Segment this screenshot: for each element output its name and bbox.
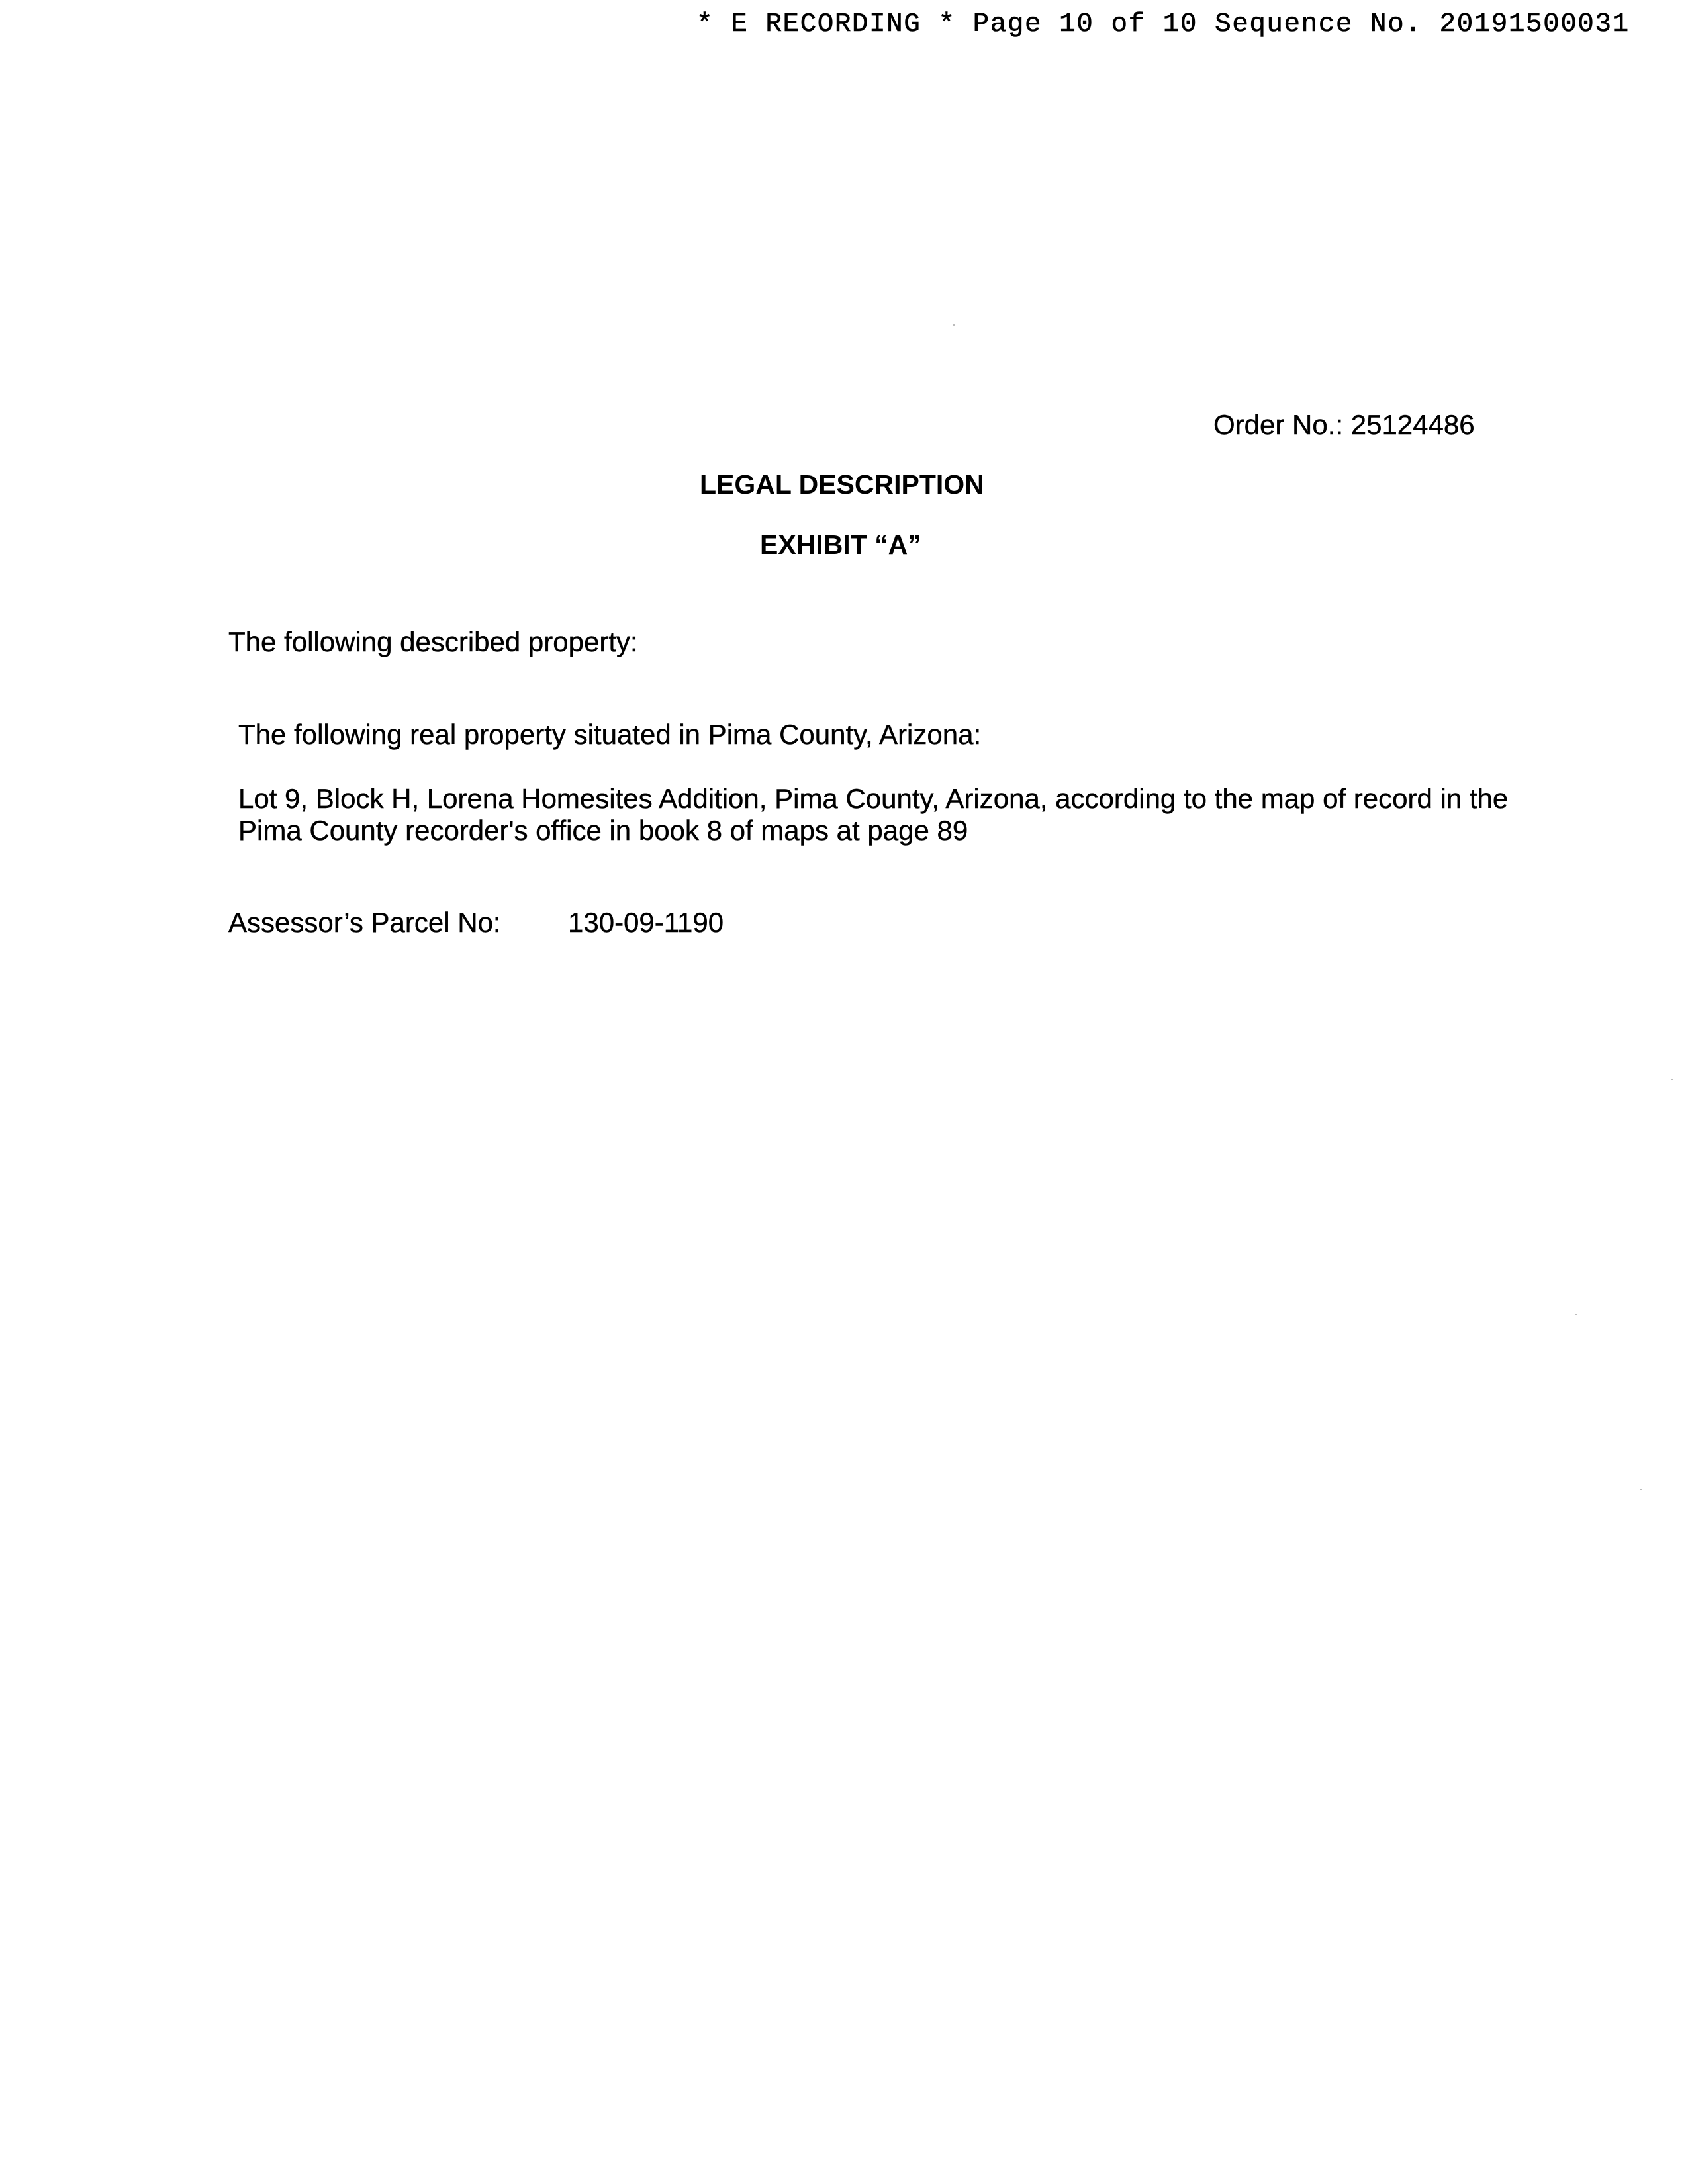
scan-speck bbox=[953, 324, 955, 326]
legal-description-heading: LEGAL DESCRIPTION bbox=[700, 469, 984, 500]
order-number: Order No.: 25124486 bbox=[1213, 409, 1475, 440]
scan-speck bbox=[1640, 1489, 1642, 1490]
lot-description-line-1: Lot 9, Block H, Lorena Homesites Addition, Pima County, Arizona, according to the map of record in the bbox=[238, 783, 1509, 814]
intro-text: The following described property: bbox=[228, 626, 638, 657]
parcel-number: 130-09-1190 bbox=[568, 907, 724, 938]
scan-speck bbox=[1575, 1314, 1577, 1315]
recording-header: * E RECORDING * Page 10 of 10 Sequence No. 20191500031 bbox=[696, 9, 1630, 40]
lot-description bbox=[238, 783, 1508, 846]
lot-description-line-2: Pima County recorder's office in book 8 of maps at page 89 bbox=[238, 815, 968, 846]
exhibit-heading: EXHIBIT “A” bbox=[760, 529, 921, 560]
scan-speck bbox=[1671, 1079, 1673, 1080]
situated-text: The following real property situated in Pima County, Arizona: bbox=[238, 719, 982, 750]
parcel-label: Assessor’s Parcel No: bbox=[228, 907, 501, 938]
